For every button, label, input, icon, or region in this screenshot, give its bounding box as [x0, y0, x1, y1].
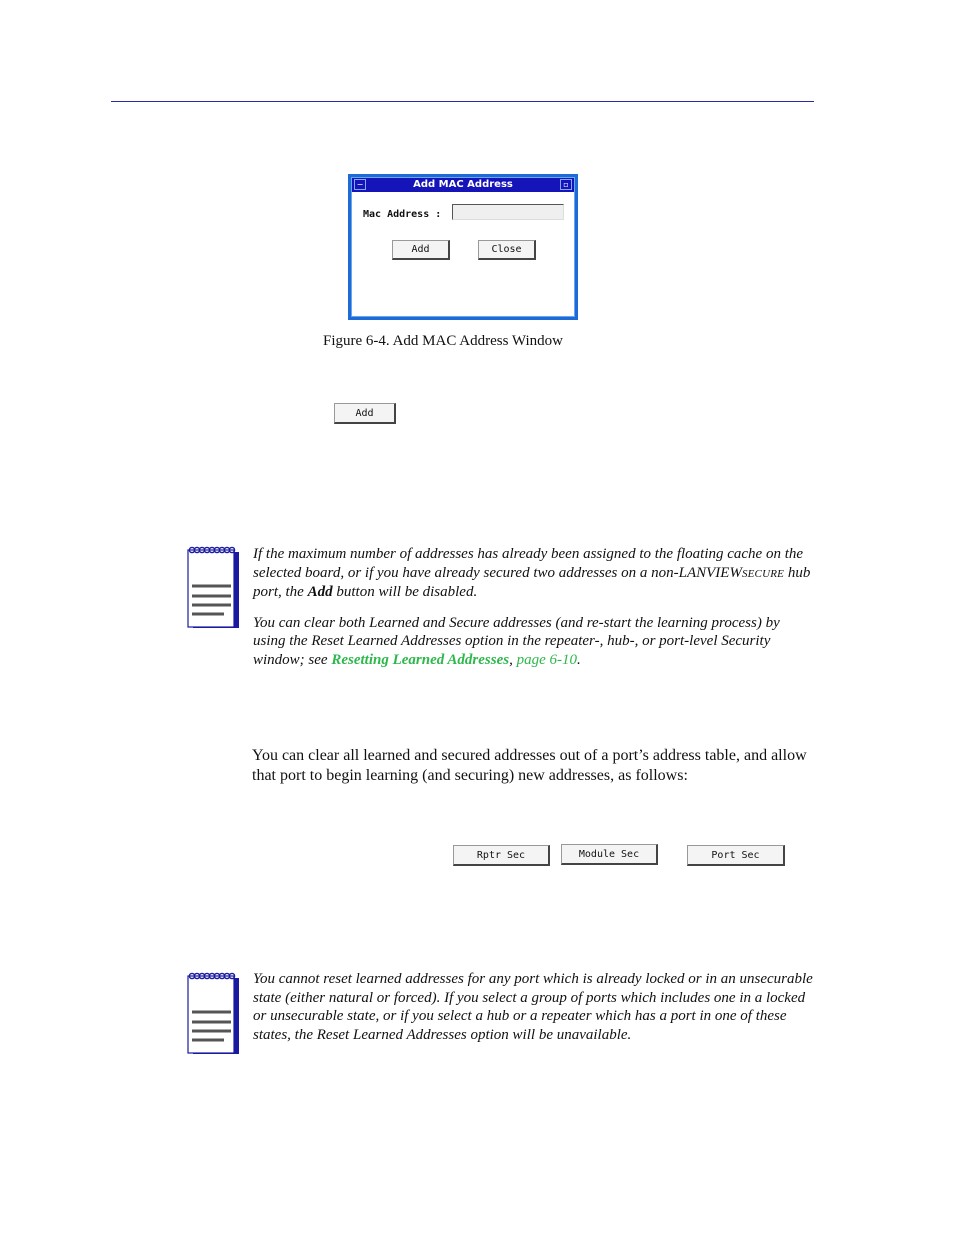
window-maximize-icon[interactable]: ▫: [560, 179, 572, 190]
note-2-paragraph: You cannot reset learned addresses for any port which is already locked or in an unsecurable state (either natural or forced). If you select a group of ports which includes one in a locked or unsecurable state, or if you select a hub or a repeater which has a port in one of these states, the Reset Learned Addresses option will be unavailable.: [253, 971, 813, 1043]
figure-caption: Figure 6-4. Add MAC Address Window: [323, 333, 563, 349]
resetting-learned-addresses-link[interactable]: Resetting Learned Addresses: [331, 651, 510, 668]
notepad-icon: [187, 972, 241, 1056]
mac-address-input[interactable]: [452, 204, 564, 220]
window-menu-icon[interactable]: −: [354, 179, 366, 190]
mac-address-label: Mac Address :: [363, 209, 442, 220]
port-sec-button[interactable]: Port Sec: [687, 845, 785, 866]
window-body: [351, 177, 575, 317]
note-1-paragraph-1: If the maximum number of addresses has already been assigned to the floating cache on the selected board, or if you have already secured two addresses on a non-LANVIEWSECURE hub port, the Add button will be disabled.: [253, 546, 811, 600]
note-1: [253, 545, 813, 681]
add-button-illustration[interactable]: Add: [334, 403, 396, 424]
page-reference-link[interactable]: page 6-10: [516, 651, 578, 668]
note-2: [253, 970, 813, 1056]
rptr-sec-button[interactable]: Rptr Sec: [453, 845, 550, 866]
module-sec-button[interactable]: Module Sec: [561, 844, 658, 865]
notepad-icon: [187, 546, 241, 630]
add-keyword: Add: [307, 584, 333, 600]
body-paragraph: You can clear all learned and secured addresses out of a port’s address table, and allow that port to begin learning (and securing) new addresses, as follows:: [252, 747, 807, 784]
window-title: Add MAC Address: [413, 179, 513, 190]
window-titlebar[interactable]: [352, 178, 574, 192]
close-button[interactable]: Close: [478, 240, 536, 260]
header-rule: [111, 101, 814, 102]
note-1-paragraph-2: You can clear both Learned and Secure addresses (and re-start the learning process) by using the Reset Learned Addresses option in the repeater-, hub-, or port-level Security window; see Resetting Learned Addresses, page 6-10.: [253, 614, 780, 668]
add-button[interactable]: Add: [392, 240, 450, 260]
add-mac-address-window: [348, 174, 578, 320]
